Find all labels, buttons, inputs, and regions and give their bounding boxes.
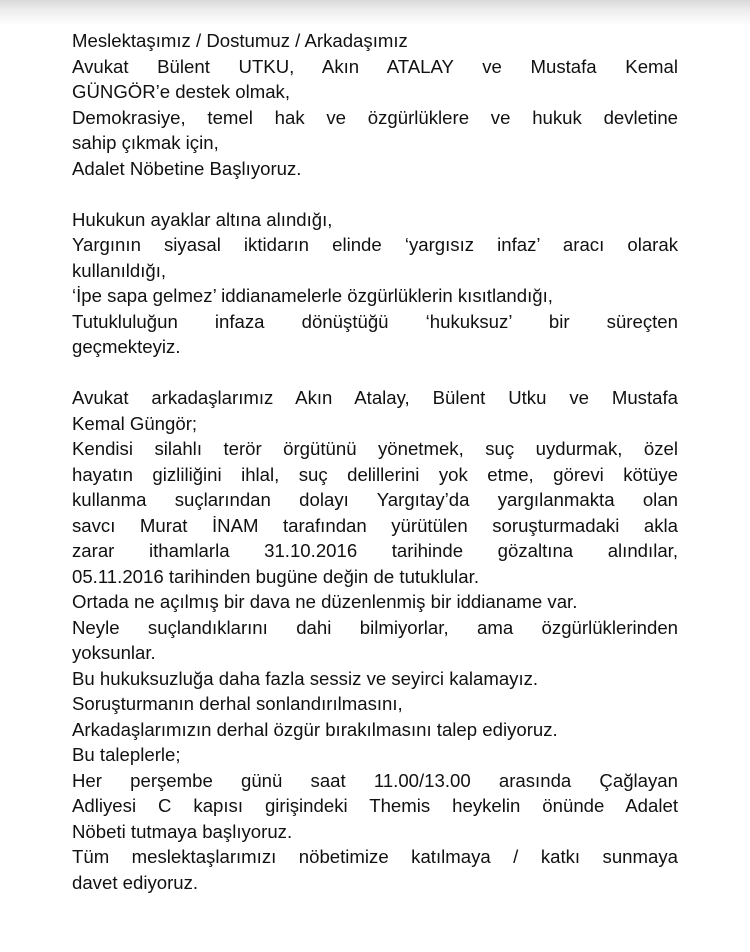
- text-line: Kemal Güngör;: [72, 412, 198, 434]
- paragraph-context: [72, 207, 678, 360]
- text-line: Avukat Bülent UTKU, Akın ATALAY ve Mustafa Kemal: [72, 55, 678, 77]
- text-line: 05.11.2016 tarihinden bugüne değin de tutuklular.: [72, 565, 479, 587]
- text-line: Ortada ne açılmış bir dava ne düzenlenmiş bir iddianame var.: [72, 591, 578, 612]
- text-line: Yargının siyasal iktidarın elinde ‘yargısız infaz’ aracı olarak: [72, 234, 678, 255]
- text-line: sahip çıkmak için,: [72, 132, 219, 153]
- text-line: Tutukluluğun infaza dönüştüğü ‘hukuksuz’ bir süreçten: [72, 310, 678, 332]
- text-line: davet ediyoruz.: [72, 871, 199, 893]
- text-line: Arkadaşlarımızın derhal özgür bırakılmasını talep ediyoruz.: [72, 718, 558, 740]
- text-line: Demokrasiye, temel hak ve özgürlüklere ve hukuk devletine: [72, 106, 678, 128]
- document-body: [72, 28, 678, 895]
- paragraph-call-to-action: [72, 385, 678, 895]
- text-line: Avukat arkadaşlarımız Akın Atalay, Bülent Utku ve Mustafa: [72, 387, 678, 408]
- text-line: yoksunlar.: [72, 642, 156, 663]
- text-line: Bu taleplerle;: [72, 744, 181, 765]
- text-line: Her perşembe günü saat 11.00/13.00 arasında Çağlayan: [72, 769, 678, 791]
- text-line: hayatın gizliliğini ihlal, suç delillerini yok etme, görevi kötüye: [72, 463, 678, 485]
- text-line: kullanıldığı,: [72, 259, 167, 281]
- text-line: zarar ithamlarla 31.10.2016 tarihinde gözaltına alındılar,: [72, 540, 678, 561]
- text-line: Nöbeti tutmaya başlıyoruz.: [72, 820, 293, 842]
- text-line: GÜNGÖR’e destek olmak,: [72, 81, 291, 102]
- text-line: Tüm meslektaşlarımızı nöbetimize katılmaya / katkı sunmaya: [72, 846, 678, 867]
- text-line: Adalet Nöbetine Başlıyoruz.: [72, 157, 302, 179]
- text-line: Adliyesi C kapısı girişindeki Themis heykelin önünde Adalet: [72, 795, 678, 816]
- text-line: Kendisi silahlı terör örgütünü yönetmek, suç uydurmak, özel: [72, 438, 678, 459]
- text-line: ‘İpe sapa gelmez’ iddianamelerle özgürlüklerin kısıtlandığı,: [72, 285, 553, 306]
- top-edge-shadow: [0, 0, 750, 26]
- text-line: Soruşturmanın derhal sonlandırılmasını,: [72, 693, 403, 714]
- text-line: savcı Murat İNAM tarafından yürütülen soruşturmadaki akla: [72, 514, 678, 536]
- text-line: kullanma suçlarından dolayı Yargıtay’da yargılanmakta olan: [72, 489, 678, 510]
- text-line: Meslektaşımız / Dostumuz / Arkadaşımız: [72, 30, 408, 51]
- text-line: geçmekteyiz.: [72, 336, 181, 357]
- paragraph-solidarity: [72, 28, 678, 181]
- text-line: Hukukun ayaklar altına alındığı,: [72, 208, 333, 230]
- text-line: Neyle suçlandıklarını dahi bilmiyorlar, ama özgürlüklerinden: [72, 616, 678, 638]
- text-line: Bu hukuksuzluğa daha fazla sessiz ve seyirci kalamayız.: [72, 667, 539, 689]
